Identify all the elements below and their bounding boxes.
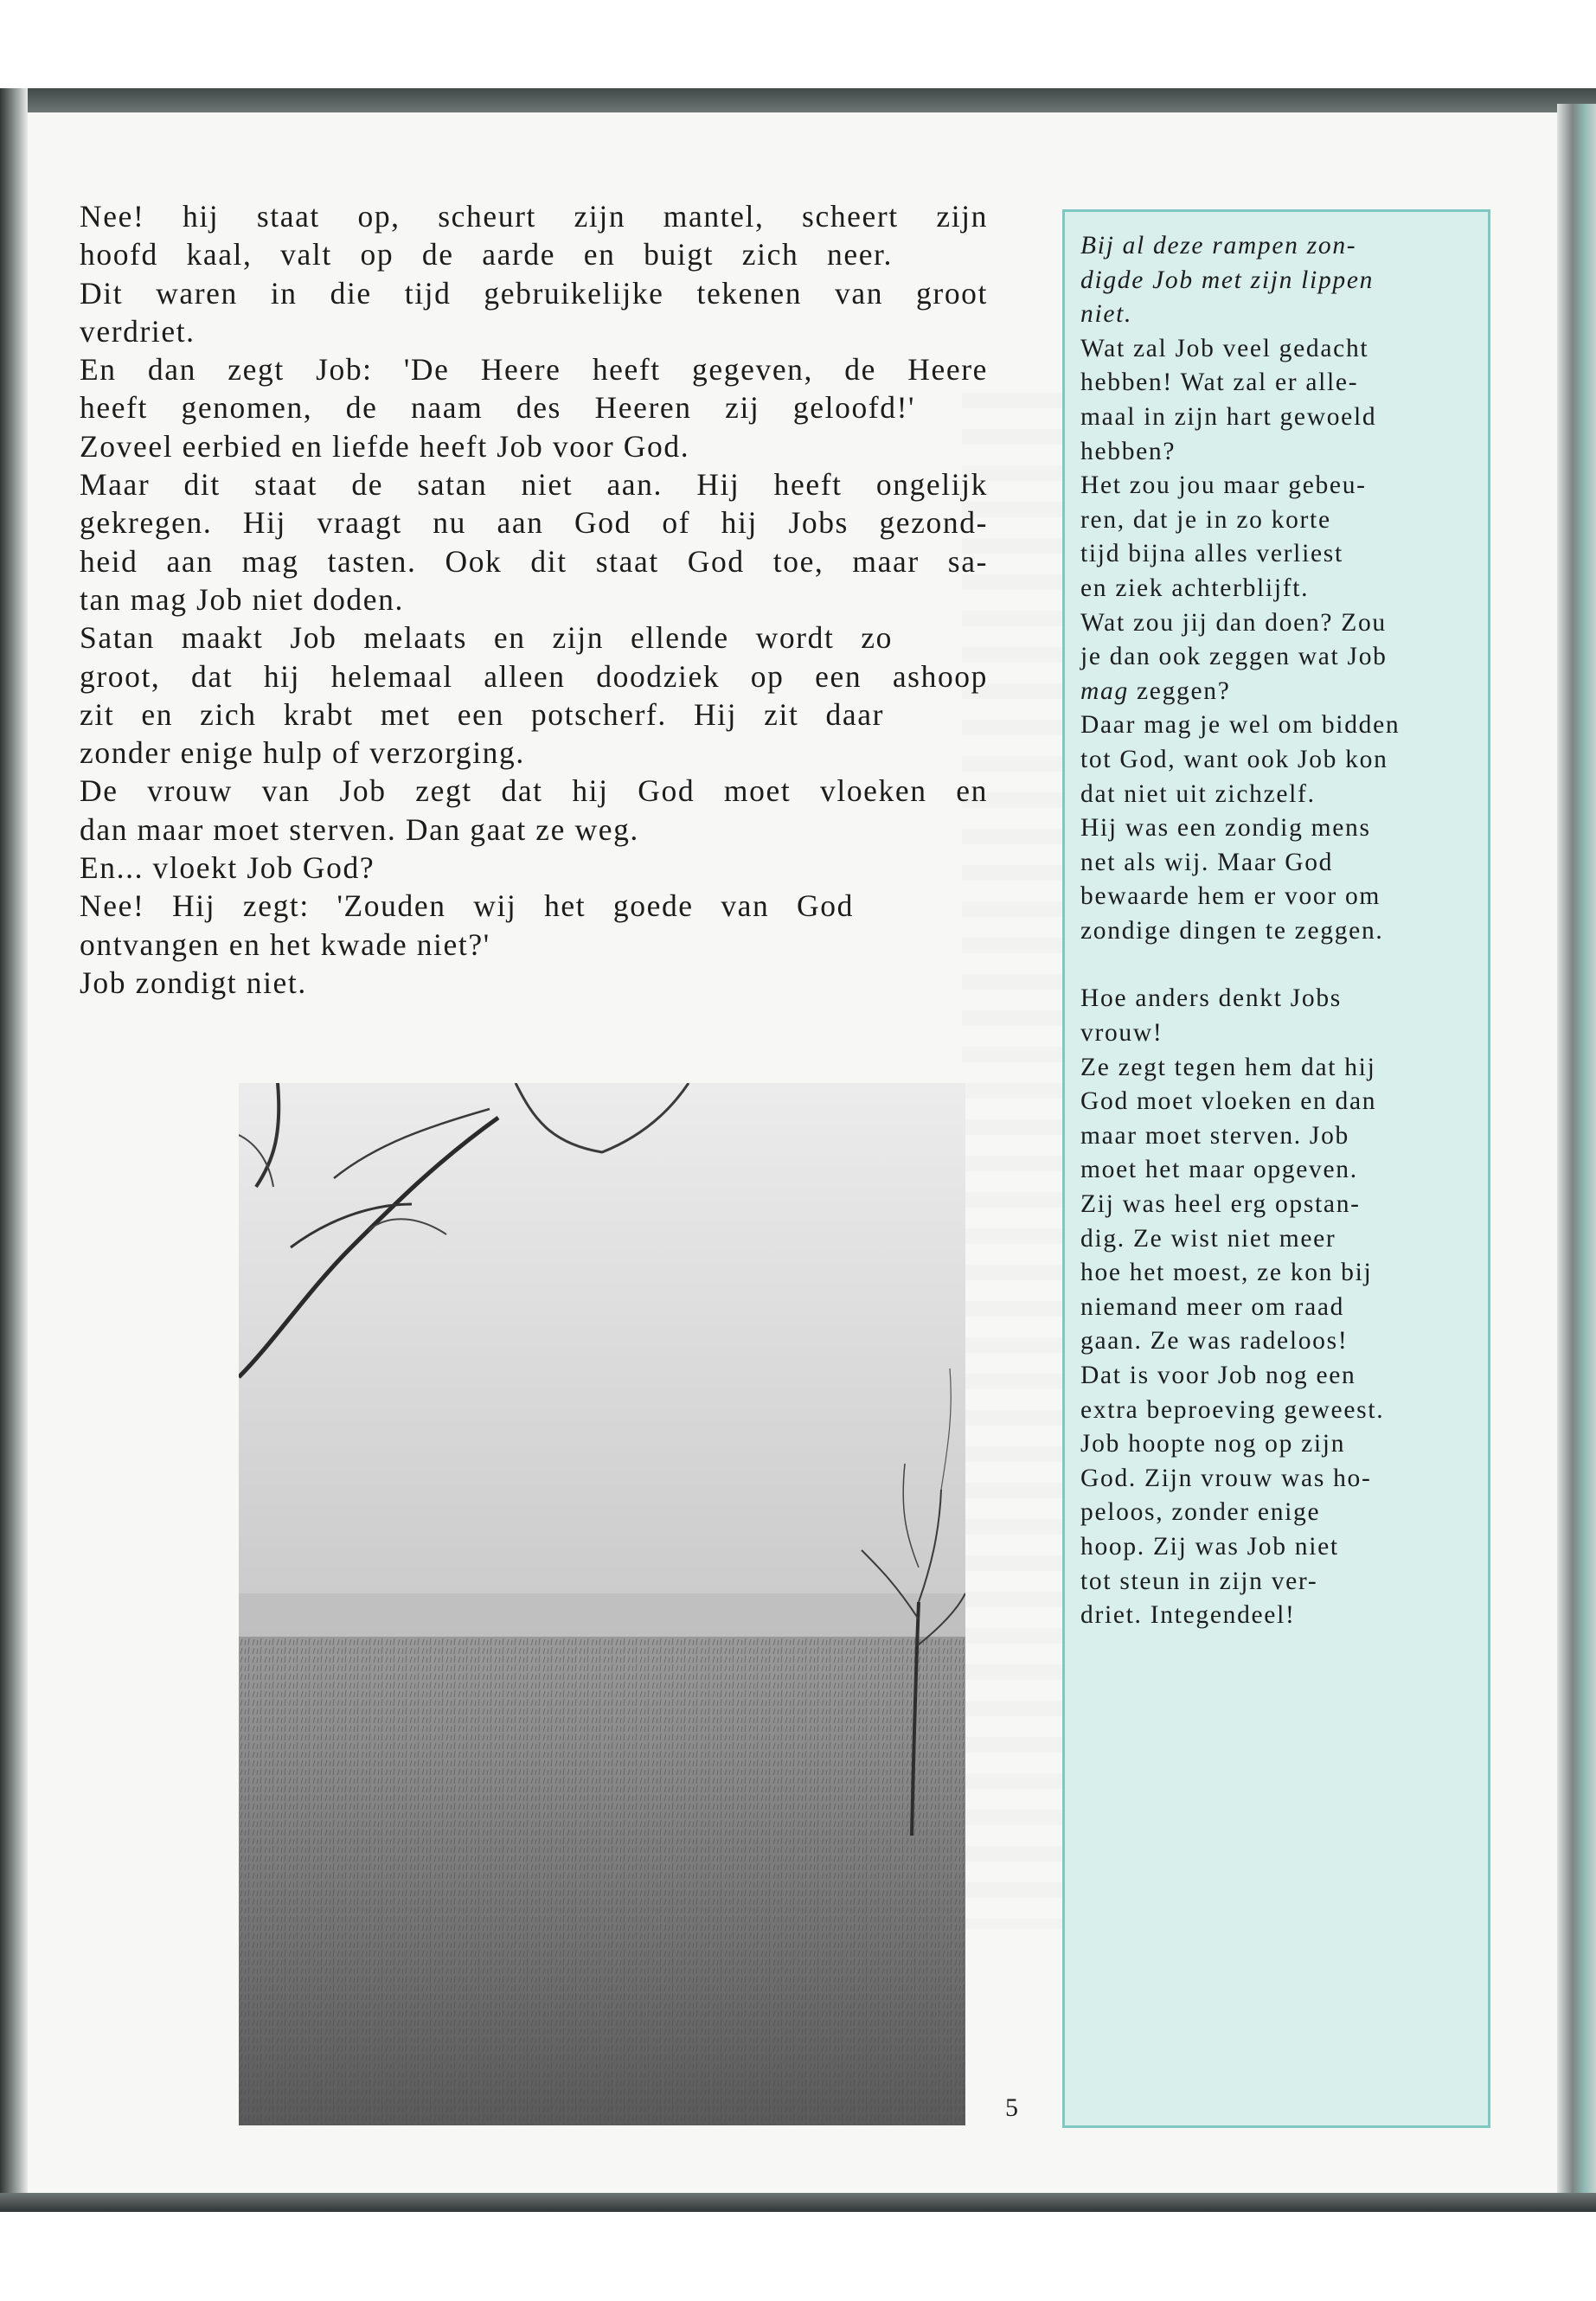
sidebar-line: Wat zal Job veel gedacht xyxy=(1080,334,1369,362)
text-line: Nee! hij staat op, scheurt zijn mantel, scheert zijn xyxy=(80,199,988,234)
sidebar-line: tot steun in zijn ver- xyxy=(1080,1567,1318,1595)
text-line: ontvangen en het kwade niet?' xyxy=(80,926,490,962)
sidebar-line: tijd bijna alles verliest xyxy=(1080,540,1343,568)
sidebar-line: maar moet sterven. Job xyxy=(1080,1121,1350,1150)
sidebar-line: Wat zou jij dan doen? Zou xyxy=(1080,608,1387,637)
text-line: Maar dit staat de satan niet aan. Hij heeft ongelijk xyxy=(80,467,988,503)
sidebar-intro-line: Bij al deze rampen zon- xyxy=(1080,232,1357,260)
paragraph-gap xyxy=(1080,948,1487,982)
text-line: Dit waren in die tijd gebruikelijke tekenen van groot xyxy=(80,275,988,311)
text-line: zonder enige hulp of verzorging. xyxy=(80,735,525,771)
sidebar-line: Het zou jou maar gebeu- xyxy=(1080,471,1367,500)
text-line: dan maar moet sterven. Dan gaat ze weg. xyxy=(80,811,639,847)
sidebar-line: maal in zijn hart gewoeld xyxy=(1080,402,1377,431)
text-line: Nee! Hij zegt: 'Zouden wij het goede van God xyxy=(80,888,854,924)
sidebar-line: Job hoopte nog op zijn xyxy=(1080,1430,1346,1458)
sidebar-line: peloos, zonder enige xyxy=(1080,1498,1321,1527)
sidebar-line: dat niet uit zichzelf. xyxy=(1080,779,1316,808)
text-line: groot, dat hij helemaal alleen doodziek op een ashoop xyxy=(80,658,988,694)
sidebar-line: tot God, want ook Job kon xyxy=(1080,745,1388,773)
sidebar-line: ren, dat je in zo korte xyxy=(1080,505,1331,534)
sidebar-line: extra beproeving geweest. xyxy=(1080,1395,1385,1424)
sidebar-text xyxy=(1080,229,1487,1633)
sidebar-line: God moet vloeken en dan xyxy=(1080,1087,1377,1116)
sidebar-line: zondige dingen te zeggen. xyxy=(1080,916,1384,945)
sidebar-line: hoop. Zij was Job niet xyxy=(1080,1532,1339,1561)
text-line: verdriet. xyxy=(80,313,195,349)
landscape-photo xyxy=(239,1083,965,2125)
sidebar-line: bewaarde hem er voor om xyxy=(1080,882,1381,911)
sidebar-line: Ze zegt tegen hem dat hij xyxy=(1080,1053,1376,1081)
sidebar-line: Hoe anders denkt Jobs xyxy=(1080,984,1342,1013)
sidebar-line: God. Zijn vrouw was ho- xyxy=(1080,1464,1372,1492)
sidebar-line: Daar mag je wel om bidden xyxy=(1080,711,1401,740)
book-spine-edge xyxy=(0,88,28,2208)
sidebar-line xyxy=(1080,675,1487,709)
sidebar-line: hebben? xyxy=(1080,437,1176,465)
sidebar-line: hebben! Wat zal er alle- xyxy=(1080,369,1359,397)
text-line: Job zondigt niet. xyxy=(80,965,307,1000)
scan-background-top xyxy=(0,0,1596,88)
main-text-column xyxy=(80,197,988,1002)
sidebar-line: Zij was heel erg opstan- xyxy=(1080,1190,1361,1219)
scan-background-bottom xyxy=(0,2212,1596,2301)
text-line: heeft genomen, de naam des Heeren zij geloofd!' xyxy=(80,390,915,426)
sidebar-line: je dan ook zeggen wat Job xyxy=(1080,643,1388,671)
text-line: tan mag Job niet doden. xyxy=(80,581,404,617)
text-line: De vrouw van Job zegt dat hij God moet vloeken en xyxy=(80,773,988,809)
sidebar-intro-line: niet. xyxy=(1080,300,1133,329)
sidebar-line: moet het maar opgeven. xyxy=(1080,1156,1358,1184)
text-line: zit en zich krabt met een potscherf. Hij zit daar xyxy=(80,696,884,732)
sidebar-line: driet. Integendeel! xyxy=(1080,1601,1296,1630)
sidebar-line: vrouw! xyxy=(1080,1019,1163,1048)
sidebar-line-end: zeggen? xyxy=(1128,676,1231,705)
book-top-edge xyxy=(0,88,1596,112)
sidebar-line: net als wij. Maar God xyxy=(1080,848,1334,876)
text-line: En dan zegt Job: 'De Heere heeft gegeven, de Heere xyxy=(80,352,988,388)
text-line: hoofd kaal, valt op de aarde en buigt zich neer. xyxy=(80,237,893,272)
page-number: 5 xyxy=(1005,2093,1018,2122)
text-line: En... vloekt Job God? xyxy=(80,850,375,886)
text-line: heid aan mag tasten. Ook dit staat God toe, maar sa- xyxy=(80,543,988,579)
sidebar-line: Dat is voor Job nog een xyxy=(1080,1362,1356,1389)
sidebar-line: en ziek achterblijft. xyxy=(1080,574,1310,602)
sidebar-intro-line: digde Job met zijn lippen xyxy=(1080,266,1375,294)
sidebar-box xyxy=(1062,209,1490,2128)
text-line: gekregen. Hij vraagt nu aan God of hij Jobs gezond- xyxy=(80,505,988,541)
sidebar-line: dig. Ze wist niet meer xyxy=(1080,1224,1336,1253)
book-bottom-edge xyxy=(0,2193,1596,2212)
sidebar-line: hoe het moest, ze kon bij xyxy=(1080,1259,1373,1287)
text-line: Satan maakt Job melaats en zijn ellende wordt zo xyxy=(80,620,893,656)
book-right-edge xyxy=(1557,104,1596,2206)
text-line: Zoveel eerbied en liefde heeft Job voor God. xyxy=(80,428,690,464)
sidebar-line: gaan. Ze was radeloos! xyxy=(1080,1327,1349,1356)
sidebar-emphasis: mag xyxy=(1080,676,1129,705)
sidebar-line: Hij was een zondig mens xyxy=(1080,814,1371,843)
sidebar-line: niemand meer om raad xyxy=(1080,1292,1345,1321)
